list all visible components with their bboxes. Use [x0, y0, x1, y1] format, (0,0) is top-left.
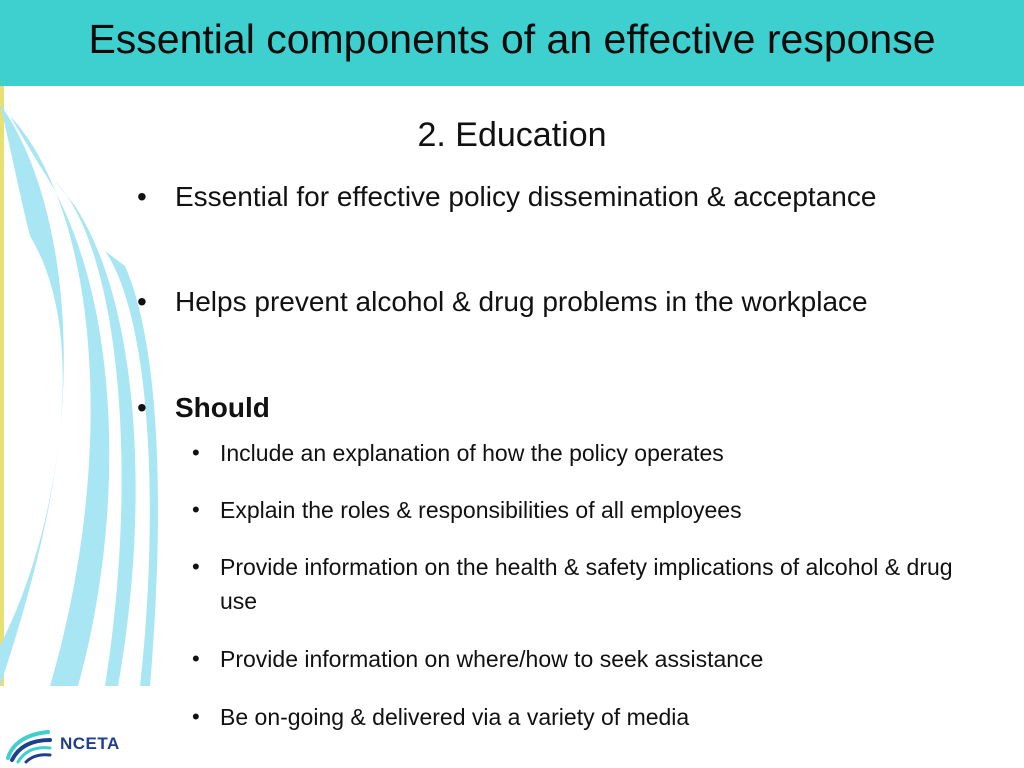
sub-bullet-marker: • [192, 497, 200, 522]
sub-bullet-item [192, 436, 980, 470]
decorative-swoosh-graphic [0, 86, 160, 686]
swoosh-band-1 [0, 104, 64, 686]
bullet-text: Essential for effective policy dissemination & acceptance [175, 181, 877, 212]
sub-bullet-marker: • [192, 646, 200, 671]
title-bar [0, 0, 1024, 86]
bullet-marker: • [137, 181, 147, 212]
sub-bullet-item [192, 550, 980, 618]
nceta-logo [4, 724, 154, 764]
sub-bullet-item [192, 493, 980, 527]
slide-subtitle: 2. Education [417, 116, 607, 154]
bullet-marker: • [137, 286, 147, 317]
bullet-item [137, 281, 895, 322]
sub-bullet-text: Provide information on the health & safety implications of alcohol & drug use [220, 554, 953, 614]
bullet-item [137, 176, 895, 217]
sub-bullet-marker: • [192, 554, 200, 579]
nceta-swirl-icon [4, 724, 54, 764]
bullet-text: Should [175, 392, 270, 423]
sub-bullet-marker: • [192, 704, 200, 729]
sub-bullet-text: Be on-going & delivered via a variety of media [220, 704, 690, 730]
sub-bullet-item [192, 642, 980, 676]
bullet-text: Helps prevent alcohol & drug problems in the workplace [175, 286, 868, 317]
bullet-item [137, 387, 895, 428]
sub-bullet-item [192, 700, 980, 734]
sub-bullet-text: Include an explanation of how the policy operates [220, 440, 724, 466]
sub-bullet-marker: • [192, 440, 200, 465]
slide-title: Essential components of an effective response [88, 16, 936, 62]
bullet-marker: • [137, 392, 147, 423]
sub-bullet-text: Provide information on where/how to seek assistance [220, 646, 764, 672]
logo-text: NCETA [60, 734, 120, 753]
sub-bullet-text: Explain the roles & responsibilities of all employees [220, 497, 742, 523]
